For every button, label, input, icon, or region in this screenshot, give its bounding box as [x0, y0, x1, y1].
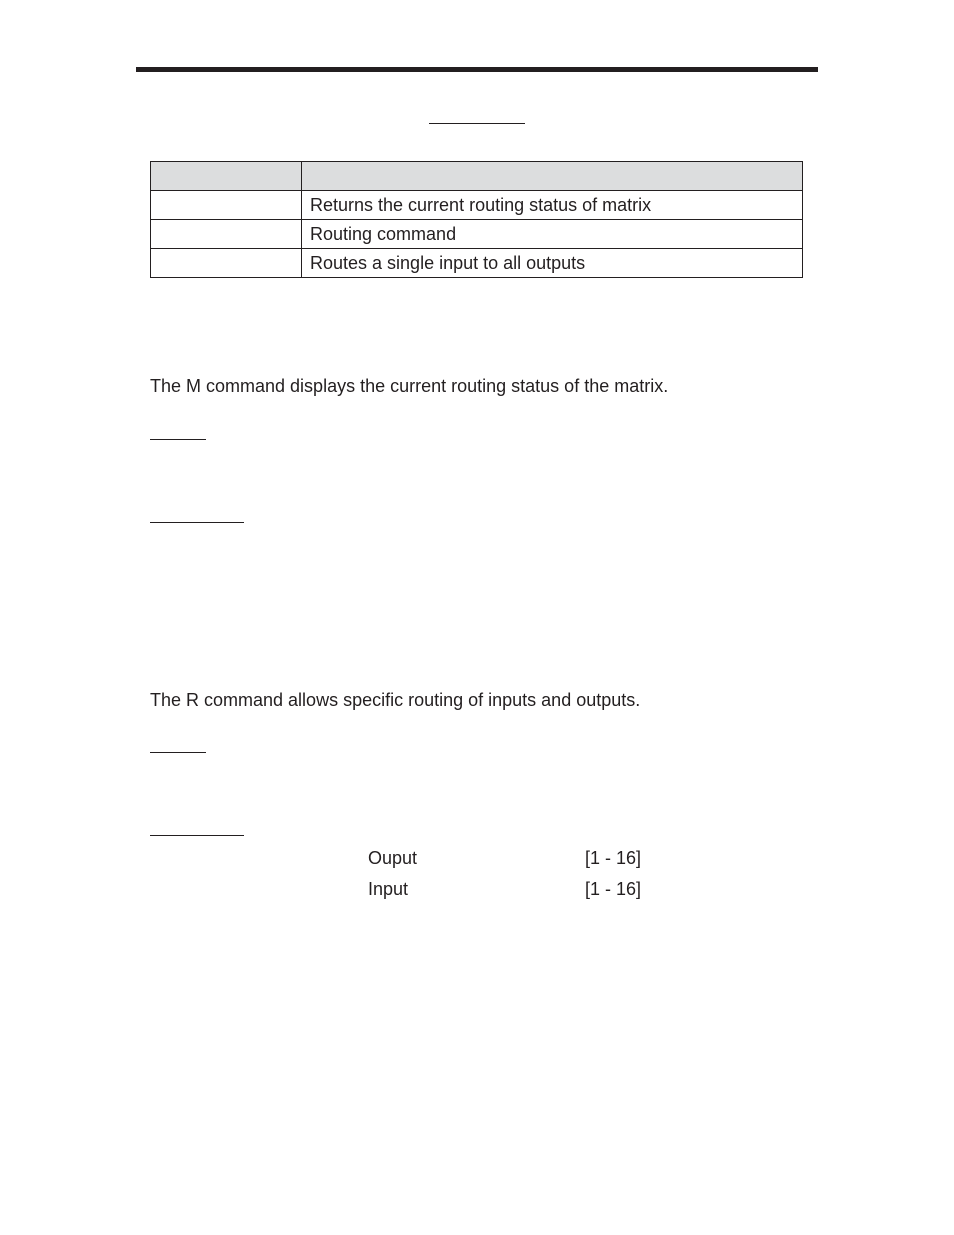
table-header-command [151, 162, 302, 191]
param-range-output: [1 - 16] [585, 848, 642, 868]
title-underline [429, 123, 525, 124]
table-row [151, 249, 803, 278]
table-cell-command [151, 249, 302, 278]
r-parameters-underline [150, 835, 244, 836]
table-row [151, 220, 803, 249]
r-command-description: The R command allows specific routing of inputs and outputs. [150, 690, 641, 710]
table-cell-command [151, 220, 302, 249]
table-header-row [151, 162, 803, 191]
param-name-input: Input [368, 879, 409, 899]
header-rule [136, 67, 818, 72]
m-syntax-underline [150, 439, 206, 440]
param-range-input: [1 - 16] [585, 879, 642, 899]
r-syntax-underline [150, 752, 206, 753]
table-header-description [302, 162, 803, 191]
commands-table [150, 161, 803, 278]
param-name-output: Ouput [368, 848, 418, 868]
table-cell-description: Returns the current routing status of matrix [302, 191, 803, 220]
table-cell-command [151, 191, 302, 220]
m-example-underline [150, 522, 244, 523]
table-cell-description: Routing command [302, 220, 803, 249]
m-command-description: The M command displays the current routing status of the matrix. [150, 376, 669, 396]
table-row [151, 191, 803, 220]
table-cell-description: Routes a single input to all outputs [302, 249, 803, 278]
